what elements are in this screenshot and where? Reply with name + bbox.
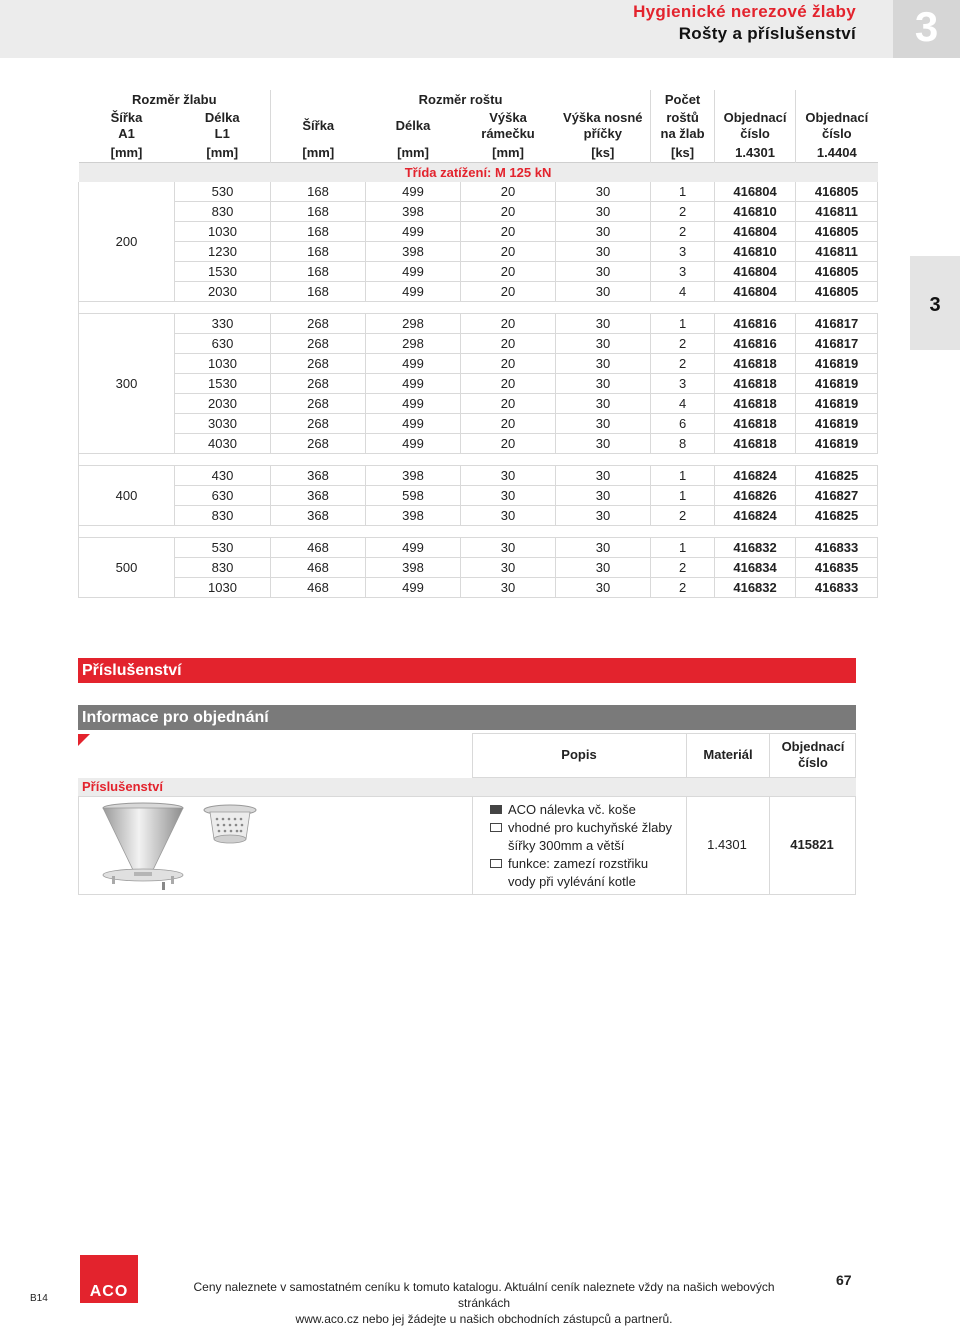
col-header: Šířka A1 [110, 110, 143, 141]
table-cell: 20 [461, 182, 556, 202]
col-header: Objednací číslo [796, 110, 878, 142]
table-cell: 30 [556, 486, 651, 506]
desc-item-continuation: šířky 300mm a větší [508, 838, 625, 853]
table-cell: 1530 [175, 262, 271, 282]
basket-product-image [202, 803, 258, 847]
table-cell: 830 [175, 202, 271, 222]
table-cell: 468 [271, 558, 366, 578]
table-cell: 30 [461, 558, 556, 578]
col-header: roštů na žlab [651, 110, 715, 142]
logo-text: ACO [89, 1283, 129, 1300]
accessory-order-number: 415821 [790, 837, 834, 852]
table-cell: 20 [461, 242, 556, 262]
table-cell: 2 [651, 506, 715, 526]
table-cell: 416834 [715, 558, 796, 578]
header-title-category: Hygienické nerezové žlaby [633, 2, 856, 21]
table-cell: 416827 [796, 486, 878, 506]
table-cell: 30 [556, 466, 651, 486]
table-cell: 20 [461, 374, 556, 394]
table-cell: 30 [556, 354, 651, 374]
table-cell: 6 [651, 414, 715, 434]
group-spacer [79, 454, 878, 466]
accessories-section-title: Příslušenství [78, 658, 856, 683]
table-row [79, 182, 878, 202]
table-cell: 416818 [715, 354, 796, 374]
table-cell: 20 [461, 394, 556, 414]
desc-item: vhodné pro kuchyňské žlaby [490, 819, 690, 837]
table-cell: 268 [271, 394, 366, 414]
table-cell: 416804 [715, 182, 796, 202]
empty-square-bullet-icon [490, 859, 502, 868]
table-row [79, 434, 878, 454]
table-cell: 30 [556, 538, 651, 558]
accessory-row-label-band [78, 778, 856, 796]
table-cell: 416805 [796, 282, 878, 302]
table-cell: 298 [366, 314, 461, 334]
table-cell: 268 [271, 434, 366, 454]
col-unit: [mm] [271, 142, 366, 163]
table-row [79, 394, 878, 414]
col-header-description: Popis [561, 747, 597, 762]
table-cell: 416833 [796, 578, 878, 598]
table-cell: 416825 [796, 506, 878, 526]
table-cell: 630 [175, 334, 271, 354]
table-cell: 430 [175, 466, 271, 486]
table-cell: 30 [556, 334, 651, 354]
table-cell: 2030 [175, 394, 271, 414]
table-cell: 499 [366, 262, 461, 282]
table-row [79, 578, 878, 598]
table-row [79, 314, 878, 334]
table-cell: 168 [271, 202, 366, 222]
table-cell: 2 [651, 202, 715, 222]
table-cell: 1 [651, 538, 715, 558]
table-cell: 268 [271, 334, 366, 354]
table-cell: 416833 [796, 538, 878, 558]
col-header: Délka L1 [204, 110, 240, 141]
channel-width-cell: 300 [79, 314, 175, 454]
table-cell: 168 [271, 282, 366, 302]
table-cell: 30 [556, 558, 651, 578]
table-cell: 168 [271, 222, 366, 242]
table-cell: 30 [556, 314, 651, 334]
aco-logo [80, 1255, 138, 1303]
col-unit: [mm] [492, 144, 524, 160]
table-cell: 30 [556, 414, 651, 434]
table-cell: 20 [461, 354, 556, 374]
table-cell: 416824 [715, 466, 796, 486]
table-cell: 368 [271, 506, 366, 526]
table-cell: 468 [271, 578, 366, 598]
col-header-order-number: Objednací číslo [781, 739, 845, 770]
table-row [79, 486, 878, 506]
table-cell: 2 [651, 578, 715, 598]
table-cell: 499 [366, 394, 461, 414]
table-row [79, 374, 878, 394]
table-cell: 30 [556, 242, 651, 262]
table-cell: 499 [366, 222, 461, 242]
table-cell: 30 [556, 578, 651, 598]
table-cell: 530 [175, 182, 271, 202]
footer-link[interactable]: www.aco.cz nebo jej žádejte u našich obchodních zástupců a partnerů. [295, 1312, 673, 1326]
table-cell: 416819 [796, 354, 878, 374]
table-row [79, 222, 878, 242]
table-cell: 416818 [715, 394, 796, 414]
table-cell: 168 [271, 242, 366, 262]
table-cell: 398 [366, 242, 461, 262]
table-cell: 416819 [796, 374, 878, 394]
table-row [79, 262, 878, 282]
table-cell: 1030 [175, 578, 271, 598]
table-cell: 630 [175, 486, 271, 506]
table-cell: 2 [651, 334, 715, 354]
col-header: Výška nosné příčky [563, 110, 643, 141]
table-cell: 20 [461, 334, 556, 354]
accessory-row-label: Příslušenství [82, 779, 163, 794]
filled-square-bullet-icon [490, 805, 502, 814]
table-cell: 30 [556, 222, 651, 242]
table-cell: 416805 [796, 262, 878, 282]
channel-width-cell: 400 [79, 466, 175, 526]
table-row [79, 558, 878, 578]
table-cell: 499 [366, 578, 461, 598]
table-row [79, 354, 878, 374]
table-cell: 3 [651, 262, 715, 282]
table-cell: 499 [366, 414, 461, 434]
col-unit: 1.4301 [715, 142, 796, 163]
table-cell: 2030 [175, 282, 271, 302]
table-row [79, 334, 878, 354]
table-cell: 416818 [715, 374, 796, 394]
table-cell: 416819 [796, 414, 878, 434]
table-cell: 168 [271, 262, 366, 282]
table-cell: 330 [175, 314, 271, 334]
table-cell: 416835 [796, 558, 878, 578]
table-cell: 416817 [796, 334, 878, 354]
page-code: B14 [30, 1293, 48, 1304]
table-cell: 830 [175, 558, 271, 578]
table-cell: 416811 [796, 242, 878, 262]
table-cell: 499 [366, 182, 461, 202]
grate-table [78, 90, 878, 598]
table-cell: 1030 [175, 222, 271, 242]
table-cell: 416824 [715, 506, 796, 526]
table-cell: 598 [366, 486, 461, 506]
table-cell: 2 [651, 354, 715, 374]
table-cell: 416805 [796, 222, 878, 242]
table-cell: 20 [461, 222, 556, 242]
table-cell: 530 [175, 538, 271, 558]
group-spacer [79, 302, 878, 314]
order-info-title: Informace pro objednání [78, 705, 856, 730]
page-header [0, 0, 960, 58]
table-cell: 30 [556, 434, 651, 454]
table-cell: 30 [556, 202, 651, 222]
table-cell: 499 [366, 434, 461, 454]
col-unit: [mm] [397, 144, 429, 160]
table-cell: 298 [366, 334, 461, 354]
table-cell: 398 [366, 558, 461, 578]
table-cell: 2 [651, 222, 715, 242]
table-cell: 499 [366, 374, 461, 394]
table-row [79, 506, 878, 526]
col-header: Šířka [271, 110, 366, 142]
col-unit: [ks] [651, 142, 715, 163]
col-unit: [mm] [110, 144, 143, 160]
table-cell: 398 [366, 506, 461, 526]
footer-note: Ceny naleznete v samostatném ceníku k tomuto katalogu. Aktuální ceník naleznete vždy na našich webových stránkách www.aco.cz nebo jej žádejte u našich obchodních zástupců a partnerů. [174, 1279, 794, 1327]
table-cell: 30 [461, 538, 556, 558]
table-cell: 416819 [796, 394, 878, 414]
table-cell: 20 [461, 314, 556, 334]
table-cell: 416810 [715, 202, 796, 222]
table-cell: 416810 [715, 242, 796, 262]
header-title-section: Rošty a příslušenství [678, 24, 856, 43]
accessory-description [490, 801, 690, 891]
col-header: Výška rámečku [481, 110, 535, 141]
table-cell: 8 [651, 434, 715, 454]
table-cell: 30 [461, 506, 556, 526]
table-cell: 368 [271, 486, 366, 506]
table-cell: 30 [556, 262, 651, 282]
table-cell: 30 [556, 282, 651, 302]
table-cell: 468 [271, 538, 366, 558]
table-cell: 1030 [175, 354, 271, 374]
table-cell: 268 [271, 374, 366, 394]
table-cell: 416818 [715, 434, 796, 454]
table-cell: 416817 [796, 314, 878, 334]
table-cell: 499 [366, 354, 461, 374]
col-header-material: Materiál [703, 747, 753, 762]
chapter-side-tab[interactable]: 3 [910, 256, 960, 350]
table-cell: 368 [271, 466, 366, 486]
table-cell: 1 [651, 182, 715, 202]
col-header-count-line0: Počet [651, 90, 715, 110]
table-row [79, 202, 878, 222]
table-cell: 416816 [715, 334, 796, 354]
table-cell: 416816 [715, 314, 796, 334]
table-cell: 3030 [175, 414, 271, 434]
table-cell: 2 [651, 558, 715, 578]
table-cell: 268 [271, 414, 366, 434]
page-number: 67 [836, 1272, 852, 1288]
table-cell: 268 [271, 314, 366, 334]
table-cell: 20 [461, 414, 556, 434]
table-cell: 30 [461, 466, 556, 486]
table-cell: 416826 [715, 486, 796, 506]
table-cell: 4 [651, 394, 715, 414]
table-cell: 30 [461, 486, 556, 506]
table-row [79, 242, 878, 262]
table-cell: 416832 [715, 538, 796, 558]
table-cell: 20 [461, 262, 556, 282]
table-cell: 499 [366, 538, 461, 558]
desc-item: ACO nálevka vč. koše [490, 801, 690, 819]
channel-width-cell: 200 [79, 182, 175, 302]
table-cell: 168 [271, 182, 366, 202]
table-cell: 416804 [715, 222, 796, 242]
group-spacer [79, 526, 878, 538]
funnel-product-image [98, 800, 188, 892]
header-section-number: 3 [893, 0, 960, 58]
table-cell: 30 [556, 394, 651, 414]
table-cell: 30 [556, 506, 651, 526]
table-cell: 499 [366, 282, 461, 302]
table-cell: 416819 [796, 434, 878, 454]
table-cell: 398 [366, 202, 461, 222]
group-header-grate: Rozměr roštu [271, 90, 651, 110]
table-cell: 416832 [715, 578, 796, 598]
table-cell: 4 [651, 282, 715, 302]
table-cell: 1 [651, 314, 715, 334]
table-cell: 416805 [796, 182, 878, 202]
table-cell: 416825 [796, 466, 878, 486]
channel-width-cell: 500 [79, 538, 175, 598]
desc-item: funkce: zamezí rozstřiku [490, 855, 690, 873]
table-cell: 268 [271, 354, 366, 374]
load-class-label: Třída zatížení: M 125 kN [79, 163, 878, 183]
table-cell: 30 [556, 374, 651, 394]
table-cell: 4030 [175, 434, 271, 454]
table-row [79, 538, 878, 558]
accessory-material: 1.4301 [707, 837, 747, 852]
table-cell: 30 [461, 578, 556, 598]
col-unit: 1.4404 [796, 142, 878, 163]
col-header: Objednací číslo [715, 110, 796, 142]
table-cell: 20 [461, 434, 556, 454]
table-cell: 1530 [175, 374, 271, 394]
col-unit: [mm] [206, 144, 239, 160]
group-header-channel: Rozměr žlabu [132, 92, 217, 107]
desc-item-continuation: vody při vylévání kotle [508, 874, 636, 889]
table-cell: 830 [175, 506, 271, 526]
table-cell: 398 [366, 466, 461, 486]
table-cell: 1 [651, 466, 715, 486]
col-header: Délka [395, 118, 431, 133]
table-cell: 20 [461, 202, 556, 222]
table-cell: 30 [556, 182, 651, 202]
empty-square-bullet-icon [490, 823, 502, 832]
col-unit: [ks] [591, 144, 615, 160]
table-cell: 416811 [796, 202, 878, 222]
table-cell: 1230 [175, 242, 271, 262]
table-cell: 20 [461, 282, 556, 302]
corner-marker-icon [78, 734, 90, 746]
table-cell: 416818 [715, 414, 796, 434]
table-row [79, 466, 878, 486]
table-cell: 416804 [715, 262, 796, 282]
table-row [79, 414, 878, 434]
table-cell: 416804 [715, 282, 796, 302]
table-cell: 1 [651, 486, 715, 506]
table-row [79, 282, 878, 302]
table-cell: 3 [651, 242, 715, 262]
table-cell: 3 [651, 374, 715, 394]
